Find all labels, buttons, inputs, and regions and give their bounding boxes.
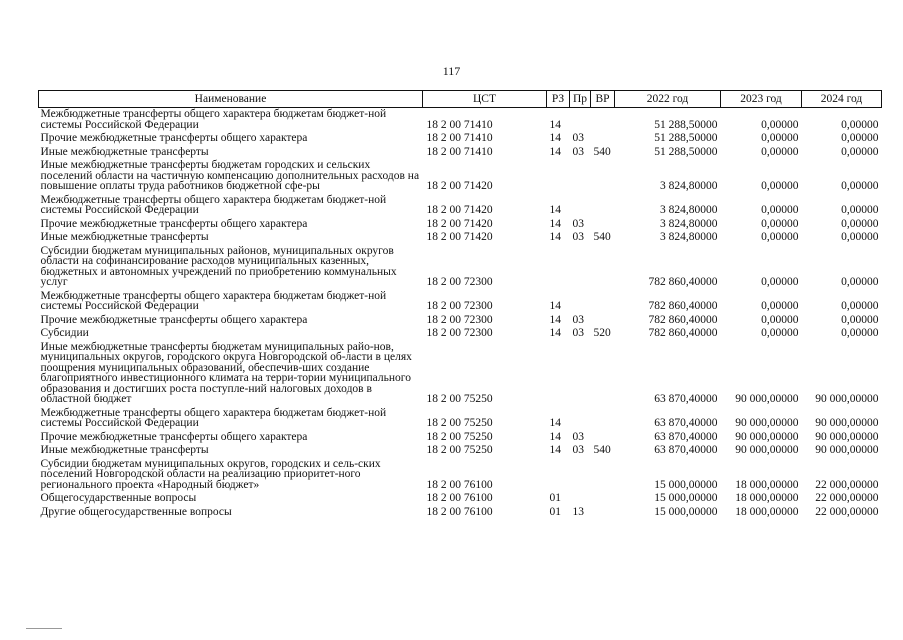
cell-rz: 14 xyxy=(549,132,561,144)
cell-cst: 18 2 00 72300 xyxy=(426,300,493,312)
cell-2022: 15 000,00000 xyxy=(654,505,718,518)
cell-2024: 22 000,00000 xyxy=(815,478,879,491)
cell-cst: 18 2 00 71420 xyxy=(426,217,493,230)
cell-2024: 0,00000 xyxy=(841,300,879,312)
cell-2022: 15 000,00000 xyxy=(654,492,718,504)
cell-name: Субсидии бюджетам муниципальных районов, муниципальных округов области на софинансирование расходов муниципальных казенных, бюджетных и автономных учреждений по приобретению коммунальных услуг xyxy=(40,244,397,288)
cell-cst: 18 2 00 71420 xyxy=(426,180,493,192)
cell-2023: 90 000,00000 xyxy=(735,444,799,456)
cell-2022: 782 860,40000 xyxy=(648,327,718,339)
cell-2022: 63 870,40000 xyxy=(654,393,718,405)
header-2023: 2023 год xyxy=(721,91,802,108)
cell-pr: 03 xyxy=(572,231,584,243)
cell-vr xyxy=(591,506,615,520)
table-row xyxy=(39,444,882,458)
cell-pr: 03 xyxy=(572,444,584,456)
cell-rz: 14 xyxy=(549,430,561,443)
cell-2023: 0,00000 xyxy=(761,300,799,312)
cell-2024: 0,00000 xyxy=(841,327,879,339)
cell-rz: 14 xyxy=(549,118,561,131)
cell-2024: 0,00000 xyxy=(841,231,879,243)
cell-cst: 18 2 00 71410 xyxy=(426,118,493,131)
cell-2023: 0,00000 xyxy=(761,118,799,131)
cell-vr xyxy=(591,218,615,232)
cell-2023: 0,00000 xyxy=(761,217,799,230)
table-row xyxy=(39,431,882,445)
cell-2024: 0,00000 xyxy=(841,132,879,144)
cell-2023: 18 000,00000 xyxy=(735,478,799,491)
cell-vr xyxy=(591,492,615,506)
cell-cst: 18 2 00 76100 xyxy=(426,492,493,504)
cell-name: Прочие межбюджетные трансферты общего характера xyxy=(40,217,308,230)
cell-vr xyxy=(591,245,615,290)
cell-vr xyxy=(591,159,615,194)
cell-cst: 18 2 00 75250 xyxy=(426,430,493,443)
table-row xyxy=(39,245,882,290)
table-row xyxy=(39,314,882,328)
cell-rz: 14 xyxy=(549,313,561,326)
cell-name: Иные межбюджетные трансферты xyxy=(40,145,209,158)
cell-cst: 18 2 00 75250 xyxy=(426,417,493,429)
cell-2022: 782 860,40000 xyxy=(648,300,718,312)
cell-pr xyxy=(570,492,591,506)
cell-name: Межбюджетные трансферты общего характера бюджетам бюджет-ной системы Российской Федерации xyxy=(40,193,387,216)
cell-vr: 540 xyxy=(593,444,611,456)
cell-2024: 90 000,00000 xyxy=(815,444,879,456)
cell-rz: 01 xyxy=(549,492,561,504)
cell-2022: 3 824,80000 xyxy=(660,180,718,192)
cell-rz xyxy=(547,341,570,407)
cell-rz: 14 xyxy=(549,417,561,429)
cell-2023: 90 000,00000 xyxy=(735,417,799,429)
cell-cst: 18 2 00 75250 xyxy=(426,444,493,456)
cell-2024: 90 000,00000 xyxy=(815,430,879,443)
cell-vr xyxy=(591,431,615,445)
cell-vr xyxy=(591,341,615,407)
cell-cst: 18 2 00 72300 xyxy=(426,276,493,288)
table-row xyxy=(39,132,882,146)
cell-name: Иные межбюджетные трансферты бюджетам муниципальных райо-нов, муниципальных округов, городского округа Новгородской об-ласти в целях поощрения муниципальных образований, обеспечив-ших создание благоприятного инвестиционного климата на терри-тории муниципального образования и достигших роста поступле-ний налоговых доходов в областной бюджет xyxy=(40,340,412,405)
header-vr: ВР xyxy=(591,91,615,108)
header-2022: 2022 год xyxy=(615,91,721,108)
table-row xyxy=(39,231,882,245)
cell-pr: 03 xyxy=(572,430,584,443)
cell-2022: 782 860,40000 xyxy=(648,313,718,326)
cell-2022: 63 870,40000 xyxy=(654,417,718,429)
cell-2023: 18 000,00000 xyxy=(735,505,799,518)
table-row xyxy=(39,194,882,218)
cell-2022: 63 870,40000 xyxy=(654,430,718,443)
cell-2023: 90 000,00000 xyxy=(735,430,799,443)
cell-2022: 51 288,50000 xyxy=(654,118,718,131)
cell-vr xyxy=(591,290,615,314)
cell-vr xyxy=(591,407,615,431)
cell-2023: 0,00000 xyxy=(761,132,799,144)
cell-2024: 0,00000 xyxy=(841,145,879,158)
cell-name: Субсидии xyxy=(40,327,89,339)
cell-cst: 18 2 00 71410 xyxy=(426,132,493,144)
cell-2022: 782 860,40000 xyxy=(648,276,718,288)
cell-name: Межбюджетные трансферты общего характера бюджетам бюджет-ной системы Российской Федерации xyxy=(40,289,387,312)
cell-pr xyxy=(570,194,591,218)
table-row xyxy=(39,108,882,133)
cell-rz: 14 xyxy=(549,145,561,158)
table-row xyxy=(39,290,882,314)
cell-name: Иные межбюджетные трансферты бюджетам городских и сельских поселений области на частичную компенсацию дополнительных расходов на повышение оплаты труда работников бюджетной сфе-ры xyxy=(40,159,420,192)
cell-pr: 03 xyxy=(572,132,584,144)
cell-pr: 03 xyxy=(572,145,584,158)
cell-pr: 13 xyxy=(572,505,584,518)
table-row xyxy=(39,218,882,232)
cell-2022: 3 824,80000 xyxy=(660,204,718,216)
cell-2024: 22 000,00000 xyxy=(815,505,879,518)
cell-rz: 14 xyxy=(549,300,561,312)
cell-2023: 0,00000 xyxy=(761,204,799,216)
cell-rz: 14 xyxy=(549,231,561,243)
cell-name: Прочие межбюджетные трансферты общего характера xyxy=(40,132,308,144)
table-body xyxy=(39,108,882,520)
cell-vr xyxy=(591,108,615,133)
cell-rz: 14 xyxy=(549,217,561,230)
cell-vr xyxy=(591,194,615,218)
cell-pr xyxy=(570,159,591,194)
cell-2023: 0,00000 xyxy=(761,276,799,288)
footer-rule xyxy=(26,628,62,629)
cell-pr xyxy=(570,108,591,133)
table-row xyxy=(39,146,882,160)
cell-2024: 90 000,00000 xyxy=(815,393,879,405)
cell-2023: 0,00000 xyxy=(761,327,799,339)
cell-rz xyxy=(547,458,570,493)
table-row xyxy=(39,327,882,341)
cell-rz: 14 xyxy=(549,327,561,339)
table-row xyxy=(39,492,882,506)
cell-rz: 14 xyxy=(549,204,561,216)
table-row xyxy=(39,341,882,407)
cell-vr xyxy=(591,132,615,146)
cell-pr xyxy=(570,290,591,314)
cell-name: Межбюджетные трансферты общего характера бюджетам бюджет-ной системы Российской Федерации xyxy=(40,108,387,131)
cell-2023: 0,00000 xyxy=(761,145,799,158)
cell-2024: 0,00000 xyxy=(841,276,879,288)
cell-vr xyxy=(591,314,615,328)
cell-pr: 03 xyxy=(572,313,584,326)
cell-vr xyxy=(591,458,615,493)
cell-cst: 18 2 00 75250 xyxy=(426,393,493,405)
cell-2024: 0,00000 xyxy=(841,313,879,326)
cell-rz xyxy=(547,159,570,194)
cell-pr xyxy=(570,341,591,407)
cell-2023: 18 000,00000 xyxy=(735,492,799,504)
cell-2022: 51 288,50000 xyxy=(654,145,718,158)
cell-2022: 3 824,80000 xyxy=(660,217,718,230)
cell-name: Другие общегосударственные вопросы xyxy=(40,505,232,518)
cell-pr xyxy=(570,458,591,493)
header-rz: РЗ xyxy=(547,91,570,108)
cell-2023: 0,00000 xyxy=(761,231,799,243)
cell-name: Субсидии бюджетам муниципальных округов, городских и сель-ских поселений Новгородской области на реализацию приоритет-ного регионального проекта «Народный бюджет» xyxy=(40,457,381,491)
cell-rz xyxy=(547,245,570,290)
cell-vr: 520 xyxy=(593,327,611,339)
cell-2024: 22 000,00000 xyxy=(815,492,879,504)
cell-pr xyxy=(570,407,591,431)
header-cst: ЦСТ xyxy=(423,91,547,108)
cell-name: Иные межбюджетные трансферты xyxy=(40,444,209,456)
cell-vr: 540 xyxy=(593,145,611,158)
table-header-row xyxy=(39,91,882,108)
header-pr: Пр xyxy=(570,91,591,108)
cell-name: Межбюджетные трансферты общего характера бюджетам бюджет-ной системы Российской Федерации xyxy=(40,406,387,429)
cell-cst: 18 2 00 71420 xyxy=(426,231,493,243)
cell-cst: 18 2 00 76100 xyxy=(426,505,493,518)
cell-2024: 0,00000 xyxy=(841,180,879,192)
cell-name: Прочие межбюджетные трансферты общего характера xyxy=(40,430,308,443)
cell-2024: 0,00000 xyxy=(841,118,879,131)
cell-cst: 18 2 00 72300 xyxy=(426,327,493,339)
page-number: 117 xyxy=(442,64,461,78)
cell-rz: 14 xyxy=(549,444,561,456)
table-row xyxy=(39,506,882,520)
cell-name: Общегосударственные вопросы xyxy=(40,492,197,504)
cell-2023: 90 000,00000 xyxy=(735,393,799,405)
cell-2023: 0,00000 xyxy=(761,313,799,326)
budget-table xyxy=(38,90,882,519)
cell-name: Иные межбюджетные трансферты xyxy=(40,231,209,243)
table-row xyxy=(39,458,882,493)
header-name: Наименование xyxy=(39,91,423,108)
cell-cst: 18 2 00 71420 xyxy=(426,204,493,216)
cell-rz: 01 xyxy=(549,505,561,518)
table-row xyxy=(39,407,882,431)
cell-cst: 18 2 00 72300 xyxy=(426,313,493,326)
cell-2023: 0,00000 xyxy=(761,180,799,192)
cell-cst: 18 2 00 76100 xyxy=(426,478,493,491)
cell-2022: 51 288,50000 xyxy=(654,132,718,144)
cell-2024: 0,00000 xyxy=(841,204,879,216)
cell-cst: 18 2 00 71410 xyxy=(426,145,493,158)
cell-pr: 03 xyxy=(572,327,584,339)
table-row xyxy=(39,159,882,194)
cell-2022: 63 870,40000 xyxy=(654,444,718,456)
cell-2024: 0,00000 xyxy=(841,217,879,230)
cell-2022: 15 000,00000 xyxy=(654,478,718,491)
cell-2024: 90 000,00000 xyxy=(815,417,879,429)
cell-pr: 03 xyxy=(572,217,584,230)
header-2024: 2024 год xyxy=(802,91,882,108)
cell-pr xyxy=(570,245,591,290)
cell-name: Прочие межбюджетные трансферты общего характера xyxy=(40,313,308,326)
cell-vr: 540 xyxy=(593,231,611,243)
cell-2022: 3 824,80000 xyxy=(660,231,718,243)
